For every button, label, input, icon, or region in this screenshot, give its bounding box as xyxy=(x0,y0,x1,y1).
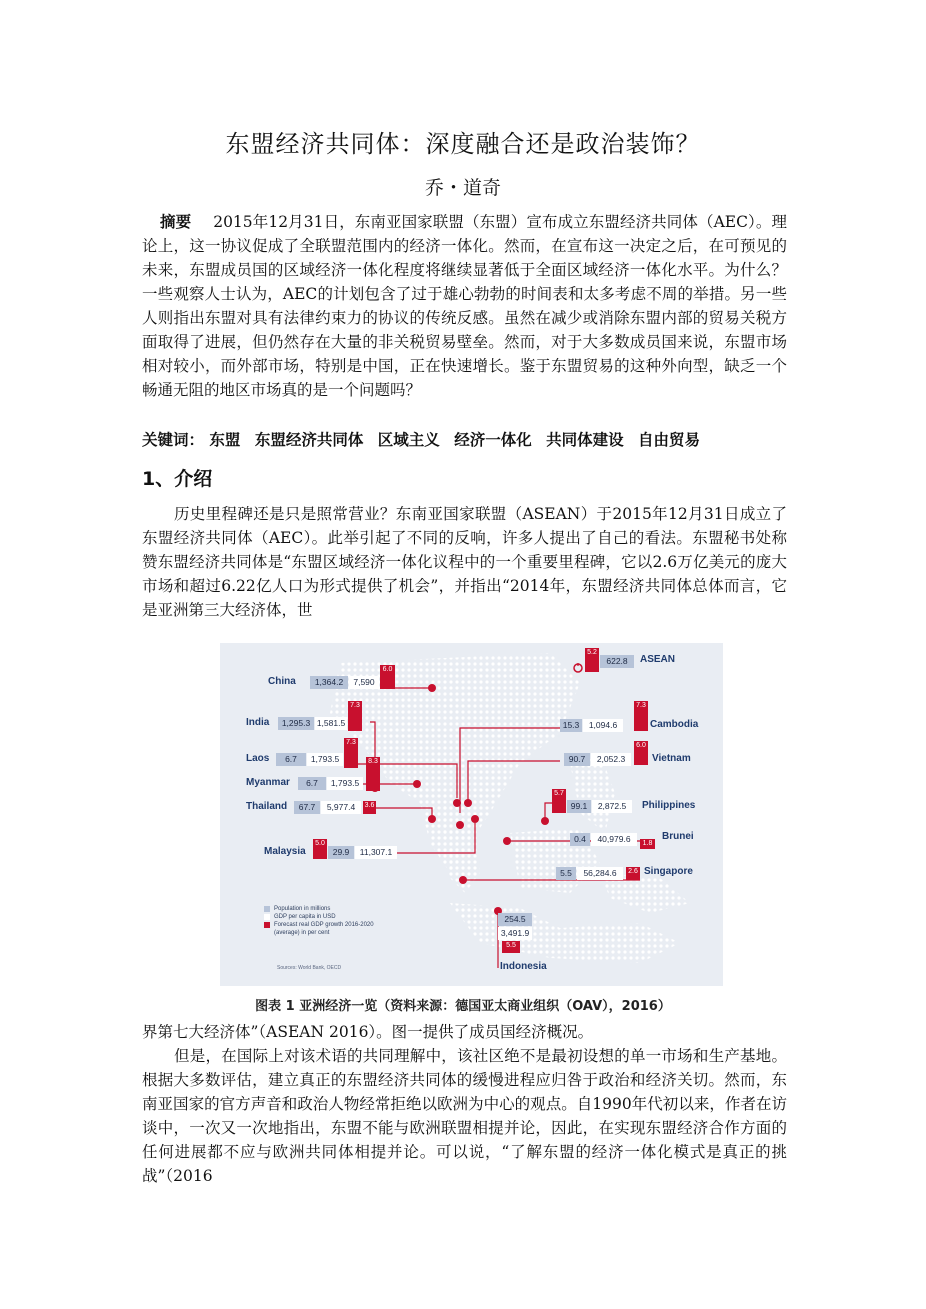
population-china: 1,364.2 xyxy=(310,676,348,689)
country-label-china: China xyxy=(268,676,296,687)
growth-india: 7.3 xyxy=(348,701,362,731)
population-malaysia: 29.9 xyxy=(328,846,354,859)
keyword: 经济一体化 xyxy=(454,431,532,449)
legend-growth: Forecast real GDP growth 2016-2020 (average) in per cent xyxy=(274,922,374,936)
map-legend xyxy=(264,905,374,937)
population-cambodia: 15.3 xyxy=(560,719,582,732)
population-laos: 6.7 xyxy=(276,753,306,766)
abstract xyxy=(142,210,787,402)
population-myanmar: 6.7 xyxy=(298,777,326,790)
gdp-china: 7,590 xyxy=(349,676,379,689)
growth-vietnam: 6.0 xyxy=(634,741,648,765)
intro-paragraph: 历史里程碑还是只是照常营业？东南亚国家联盟（ASEAN）于2015年12月31日成立了东盟经济共同体（AEC）。此举引起了不同的反响，许多人提出了自己的看法。东盟秘书处称赞东盟经济共同体是“东盟区域经济一体化议程中的一个重要里程碑，它以2.6万亿美元的庞大市场和超过6.22亿人口为形式提供了机会”，并指出“2014年，东盟经济共同体总体而言，它是亚洲第三大经济体，世 xyxy=(142,505,787,619)
gdp-india: 1,581.5 xyxy=(316,718,346,728)
keyword: 共同体建设 xyxy=(546,431,624,449)
author-name: 乔・道奇 xyxy=(424,177,501,199)
growth-singapore: 2.6 xyxy=(626,867,640,880)
gdp-indonesia: 3,491.9 xyxy=(498,927,532,940)
keyword: 东盟 xyxy=(209,431,241,449)
country-label-singapore: Singapore xyxy=(644,866,693,877)
asean-economy-map xyxy=(220,643,723,986)
growth-philippines: 5.7 xyxy=(552,789,566,813)
growth-thailand: 3.6 xyxy=(363,801,376,814)
population-vietnam: 90.7 xyxy=(564,753,590,766)
growth-myanmar: 8.3 xyxy=(366,757,380,791)
country-label-malaysia: Malaysia xyxy=(264,846,306,857)
population-indonesia: 254.5 xyxy=(498,913,532,926)
country-label-indonesia: Indonesia xyxy=(500,961,547,972)
map-indonesia xyxy=(450,903,680,963)
keyword: 区域主义 xyxy=(377,431,440,449)
population-philippines: 99.1 xyxy=(567,800,591,813)
keyword: 东盟经济共同体 xyxy=(254,431,364,449)
country-label-brunei: Brunei xyxy=(662,831,694,842)
figure-caption: 图表 1 亚洲经济一览（资料来源：德国亚太商业组织（OAV），2016） xyxy=(255,999,671,1014)
legend-swatch-population xyxy=(264,906,270,912)
article-title: 东盟经济共同体：深度融合还是政治装饰？ xyxy=(225,130,701,158)
growth-brunei: 1.8 xyxy=(640,839,655,849)
legend-gdp: GDP per capita in USD xyxy=(274,914,336,920)
country-label-philippines: Philippines xyxy=(642,800,696,811)
country-label-india: India xyxy=(246,717,270,728)
section-heading: 1、介绍 xyxy=(142,468,213,490)
growth-china: 6.0 xyxy=(380,665,395,689)
country-label-vietnam: Vietnam xyxy=(652,753,691,764)
country-label-thailand: Thailand xyxy=(246,801,288,812)
population-singapore: 5.5 xyxy=(556,867,576,880)
gdp-cambodia: 1,094.6 xyxy=(583,719,623,732)
country-label-laos: Laos xyxy=(246,753,270,764)
growth-malaysia: 5.0 xyxy=(313,839,327,859)
gdp-philippines: 2,872.5 xyxy=(592,800,632,813)
population-asean: 622.8 xyxy=(600,655,634,668)
abstract-text: 2015年12月31日，东南亚国家联盟（东盟）宣布成立东盟经济共同体（AEC）。理论上，这一协议促成了全联盟范围内的经济一体化。然而，在宣布这一决定之后，在可预见的未来，东盟成员国的区域经济一体化程度将继续显著低于全面区域经济一体化水平。为什么？一些观察人士认为，AEC的计划包含了过于雄心勃勃的时间表和太多考虑不周的举措。另一些人则指出东盟对具有法律约束力的协议的传统反感。虽然在减少或消除东盟内部的贸易关税方面取得了进展，但仍然存在大量的非关税贸易壁垒。然而，对于大多数成员国来说，东盟市场相对较小，而外部市场，特别是中国，正在快速增长。鉴于东盟贸易的这种外向型，缺乏一个畅通无阻的地区市场真的是一个问题吗？ xyxy=(142,213,787,399)
gdp-vietnam: 2,052.3 xyxy=(591,753,631,766)
legend-swatch-growth xyxy=(264,922,270,928)
country-label-myanmar: Myanmar xyxy=(246,777,290,788)
population-brunei: 0.4 xyxy=(570,833,590,846)
country-label-cambodia: Cambodia xyxy=(650,719,699,730)
intro-paragraph-continued: 界第七大经济体”（ASEAN 2016）。图一提供了成员国经济概况。 xyxy=(142,1023,594,1041)
growth-cambodia: 7.3 xyxy=(634,701,648,731)
population-thailand: 67.7 xyxy=(294,801,320,814)
country-label-asean: ASEAN xyxy=(640,654,676,665)
legend-swatch-gdp xyxy=(264,914,270,920)
growth-asean: 5.2 xyxy=(585,648,599,672)
population-india: 1,295.3 xyxy=(278,717,314,730)
map-sources: Sources: World Bank, OECD xyxy=(277,965,342,971)
gdp-brunei: 40,979.6 xyxy=(591,833,637,846)
legend-population: Population in millions xyxy=(274,906,331,912)
growth-laos: 7.3 xyxy=(344,738,358,768)
abstract-label: 摘要 xyxy=(160,213,192,231)
keywords xyxy=(142,428,802,450)
second-paragraph: 但是，在国际上对该术语的共同理解中，该社区绝不是最初设想的单一市场和生产基地。根据大多数评估，建立真正的东盟经济共同体的缓慢进程应归咎于政治和经济关切。然而，东南亚国家的官方声音和政治人物经常拒绝以欧洲为中心的观点。自1990年代初以来，作者在访谈中，一次又一次地指出，东盟不能与欧洲联盟相提并论，因此，在实现东盟经济合作方面的任何进展都不应与欧洲共同体相提并论。可以说，“了解东盟的经济一体化模式是真正的挑战”（2016 xyxy=(142,1047,787,1185)
keyword: 自由贸易 xyxy=(638,431,701,449)
gdp-thailand: 5,977.4 xyxy=(321,801,361,814)
gdp-malaysia: 11,307.1 xyxy=(355,846,397,859)
keywords-label: 关键词： xyxy=(142,431,205,449)
gdp-myanmar: 1,793.5 xyxy=(327,777,363,790)
gdp-singapore: 56,284.6 xyxy=(577,867,623,880)
gdp-laos: 1,793.5 xyxy=(307,753,343,766)
growth-indonesia: 5.5 xyxy=(502,941,520,953)
